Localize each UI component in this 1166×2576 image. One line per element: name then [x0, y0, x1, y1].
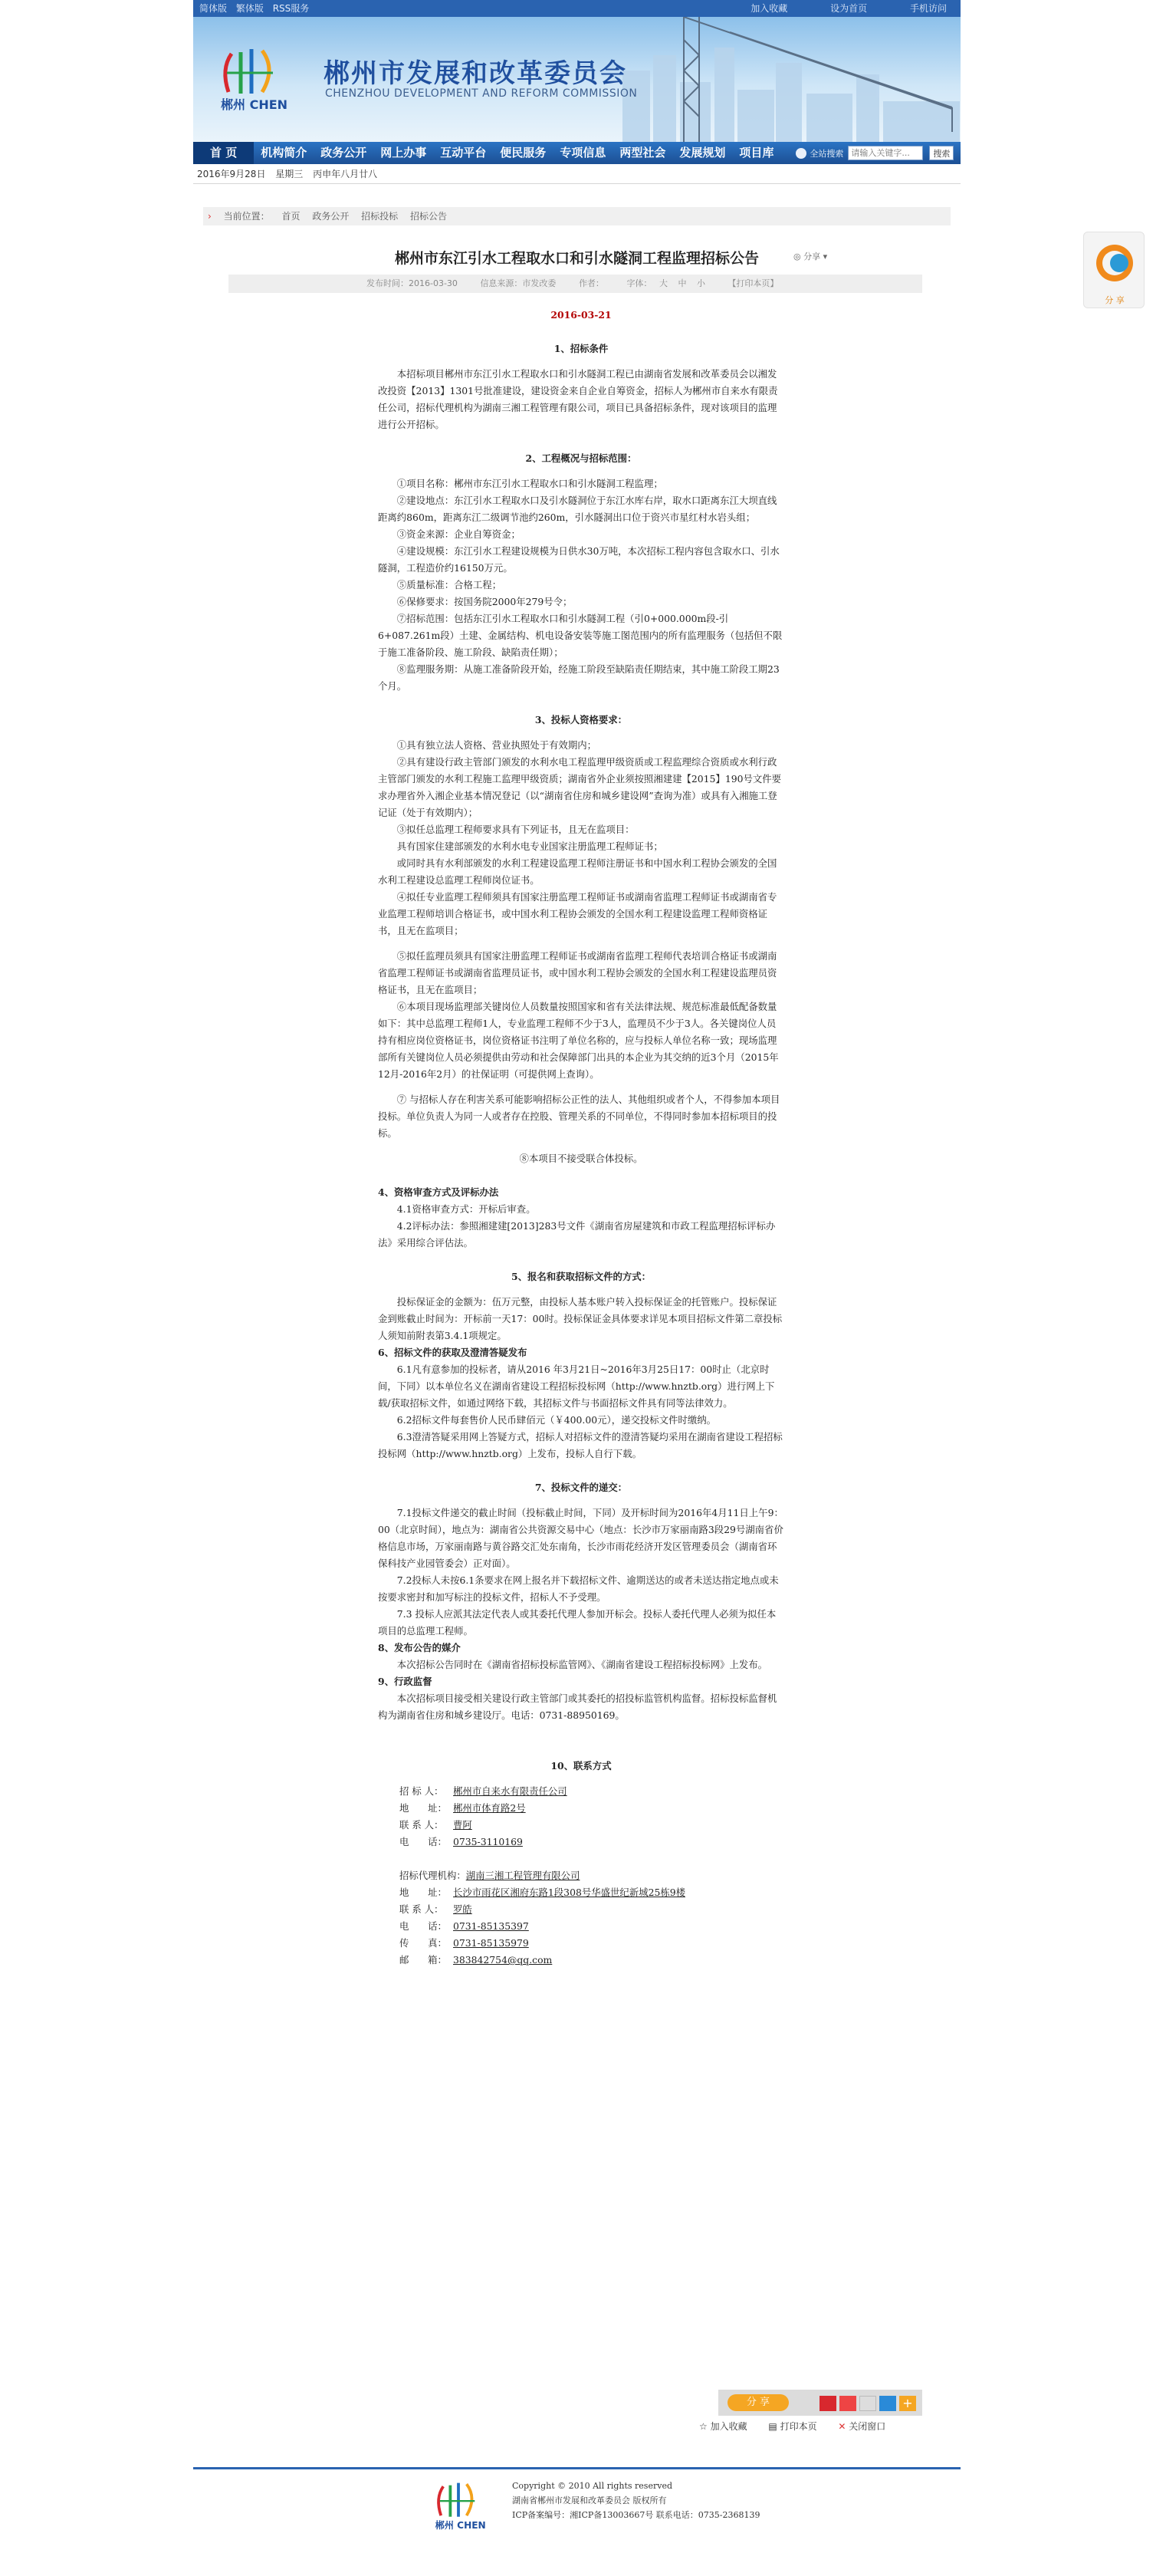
contact-row	[378, 1783, 784, 1800]
contact-row	[378, 1884, 784, 1901]
tool-label: 关闭窗口	[849, 2421, 886, 2432]
copyright-line: Copyright © 2010 All rights reserved	[512, 2481, 672, 2491]
contact-row	[378, 1800, 784, 1817]
share-button[interactable]	[793, 250, 827, 262]
contact-key: 联 系 人：	[399, 1819, 444, 1831]
close-icon: ✕	[838, 2421, 849, 2432]
contact-row	[378, 1918, 784, 1935]
qzone-share-icon[interactable]	[839, 2396, 856, 2411]
share-label: 分 享	[746, 2397, 770, 2408]
footer-logo-text: 郴州 CHEN	[435, 2519, 486, 2531]
section-heading: 9、行政监督	[378, 1676, 432, 1687]
paragraph: ④拟任专业监理工程师须具有国家注册监理工程师证书或湖南省监理工程师证书或湖南省专业监理工程师培训合格证书，或中国水利工程协会颁发的全国水利工程建设监理工程师资格证书，且无在监项目；	[378, 891, 777, 936]
contact-key: 邮 箱：	[399, 1954, 447, 1966]
paragraph: ⑤质量标准：合格工程；	[396, 579, 502, 591]
section-heading: 2、工程概况与招标范围：	[525, 452, 637, 464]
nav-government-affairs[interactable]: 政务公开	[320, 146, 367, 160]
main-nav	[193, 142, 961, 164]
set-homepage-link[interactable]: 设为首页	[830, 3, 868, 14]
nav-special-info[interactable]: 专项信息	[560, 146, 606, 160]
share-main-button[interactable]	[728, 2394, 789, 2411]
paragraph: 或同时具有水利部颁发的水利工程建设监理工程师注册证书和中国水利工程协会颁发的全国水利工程建设总监理工程师岗位证书。	[378, 857, 777, 886]
section-heading: 4、资格审查方式及评标办法	[378, 1186, 499, 1198]
publish-time: 发布时间：2016-03-30	[366, 278, 458, 288]
nav-home[interactable]: 首 页	[193, 142, 254, 164]
paragraph: 4.2评标办法：参照湘建建[2013]283号文件《湖南省房屋建筑和市政工程监理招标评标办法》采用综合评估法。	[378, 1220, 776, 1249]
breadcrumb	[203, 207, 951, 225]
current-weekday: 星期三	[275, 169, 304, 179]
paragraph: 6.2招标文件每套售价人民币肆佰元（￥400.00元），递交投标文件时缴纳。	[396, 1414, 716, 1426]
contact-row	[378, 1834, 784, 1851]
paragraph: 投标保证金的金额为：伍万元整，由投标人基本账户转入投标保证金的托管账户。投标保证金到账截止时间为：开标前一天17：00时。投标保证金具体要求详见本项目招标文件第二章投标人须知前附表第3.4.1项规定。	[378, 1296, 783, 1341]
top-bar	[193, 0, 961, 17]
article-meta	[228, 275, 922, 293]
paragraph: ②具有建设行政主管部门颁发的水利水电工程监理甲级资质或工程监理综合资质或水利行政主管部门颁发的水利工程施工监理甲级资质；湖南省外企业须按照湘建建【2015】190号文件要求办理省外入湘企业基本情况登记（以“湖南省住房和城乡建设网”查询为准）或具有入湘施工登记证（处于有效期内）；	[378, 756, 782, 818]
section-heading: 1、招标条件	[553, 343, 609, 354]
paragraph: 6.1凡有意参加的投标者，请从2016 年3月21日~2016年3月25日17：00时止（北京时间，下同）以本单位名义在湖南省建设工程招标投标网（http://www.hnztb.org）进行网上下载/获取招标文件，如通过网络下载，其招标文件与书面招标文件具有同等法律效力。	[378, 1364, 775, 1409]
breadcrumb-prefix: 当前位置：	[223, 211, 270, 222]
add-favorite-link[interactable]: 加入收藏	[751, 3, 788, 14]
location-icon: ›	[208, 211, 212, 222]
footer-divider	[193, 2467, 961, 2469]
add-favorite-tool[interactable]	[699, 2420, 747, 2433]
contact-key: 招标代理机构：	[399, 1870, 466, 1881]
section-heading: 3、投标人资格要求：	[534, 714, 628, 725]
nav-online-services[interactable]: 网上办事	[380, 146, 427, 160]
section-heading: 7、投标文件的递交：	[534, 1482, 628, 1493]
mobile-link[interactable]: 手机访问	[909, 3, 947, 14]
more-share-icon[interactable]: +	[899, 2396, 916, 2411]
paragraph: 7.1投标文件递交的截止时间（投标截止时间，下同）及开标时间为2016年4月11日上午9：00（北京时间），地点为：湖南省公共资源交易中心（地点：长沙市万家丽南路3段29号湖南省价格信息市场，万家丽南路与黄谷路交汇处东南角，长沙市雨花经济开发区管理委员会（湖南省环保科技产业园管委会）正对面）。	[378, 1507, 783, 1569]
site-logo-icon	[215, 38, 288, 115]
contact-row	[378, 1867, 784, 1884]
article-date: 2016-03-21	[550, 309, 612, 321]
tool-label: 加入收藏	[710, 2421, 747, 2432]
share-bar	[718, 2390, 922, 2416]
close-window-tool[interactable]	[838, 2420, 885, 2433]
paragraph: ⑦ 与招标人存在利害关系可能影响招标公正性的法人、其他组织或者个人，不得参加本项目投标。单位负责人为同一人或者存在控股、管理关系的不同单位，不得同时参加本招标项目的投标。	[378, 1094, 780, 1139]
paragraph: ④建设规模：东江引水工程建设规模为日供水30万吨，本次招标工程内容包含取水口、引水隧洞，工程造价约16150万元。	[378, 545, 780, 574]
contact-key: 联 系 人：	[399, 1903, 444, 1915]
simplified-link[interactable]: 简体版	[199, 3, 228, 14]
logo-text: 郴州 CHEN	[221, 97, 288, 112]
contact-key: 电 话：	[399, 1836, 447, 1847]
current-date: 2016年9月28日	[197, 169, 266, 179]
share-icon: ◎	[793, 252, 801, 262]
share-logo-icon	[1084, 235, 1145, 297]
paragraph: ⑧本项目不接受联合体投标。	[519, 1153, 643, 1164]
font-small-link[interactable]: 小	[696, 278, 705, 288]
contact-value: 郴州市自来水有限责任公司	[453, 1785, 567, 1797]
page-title: 郴州市东江引水工程取水口和引水隧洞工程监理招标公告	[394, 250, 759, 267]
paragraph: ③资金来源：企业自筹资金；	[396, 528, 521, 540]
weibo-share-icon[interactable]	[819, 2396, 836, 2411]
font-medium-link[interactable]: 中	[678, 278, 687, 288]
nav-public-services[interactable]: 便民服务	[500, 146, 547, 160]
lunar-date: 丙申年八月廿八	[313, 169, 378, 179]
paragraph: ⑧监理服务期：从施工准备阶段开始，经施工阶段至缺陷责任期结束，其中施工阶段工期23个月。	[378, 663, 780, 692]
contact-row	[378, 1952, 784, 1969]
contact-value: 0731-85135979	[453, 1937, 529, 1949]
nav-interaction[interactable]: 互动平台	[440, 146, 487, 160]
traditional-link[interactable]: 繁体版	[235, 3, 264, 14]
page-tools	[699, 2420, 904, 2433]
site-banner	[193, 17, 961, 142]
font-large-link[interactable]: 大	[659, 278, 668, 288]
search-icon	[796, 148, 806, 159]
paragraph: ②建设地点：东江引水工程取水口及引水隧洞位于东江水库右岸，取水口距离东江大坝直线距离约860m，距离东江二级调节池约260m，引水隧洞出口位于资兴市星红村水岩头组；	[378, 495, 777, 523]
contact-value: 0731-85135397	[453, 1920, 529, 1932]
print-tool[interactable]	[768, 2420, 816, 2433]
paragraph: 6.3澄清答疑采用网上答疑方式，招标人对招标文件的澄清答疑均采用在湖南省建设工程招标投标网（http://www.hnztb.org）上发布，投标人自行下载。	[378, 1431, 783, 1459]
rss-link[interactable]: RSS服务	[272, 3, 310, 14]
nav-development-planning[interactable]: 发展规划	[679, 146, 726, 160]
paragraph: ⑥本项目现场监理部关键岗位人员数量按照国家和省有关法律法规、规范标准最低配备数量如下：其中总监理工程师1人，专业监理工程师不少于3人，监理员不少于3人。各关键岗位人员持有相应岗位资格证书，岗位资格证书注明了单位名称的，应与投标人单位名称一致；现场监理部所有关键岗位人员必须提供由劳动和社会保障部门出具的本企业为其交纳的近3个月（2015年12月-2016年2月）的社保证明（可提供网上查询）。	[378, 1001, 779, 1080]
owner-line: 湖南省郴州市发展和改革委员会 版权所有	[512, 2495, 667, 2505]
info-source: 信息来源：市发改委	[480, 278, 557, 288]
site-name: 郴州市发展和改革委员会	[324, 58, 627, 89]
contact-key: 地 址：	[399, 1887, 447, 1898]
section-heading: 5、报名和获取招标文件的方式：	[511, 1271, 652, 1282]
paragraph: ①具有独立法人资格、营业执照处于有效期内；	[396, 739, 596, 751]
breadcrumb-home[interactable]: 首页	[281, 211, 301, 222]
paragraph: ⑤拟任监理员须具有国家注册监理工程师证书或湖南省监理工程师代表培训合格证书或湖南省监理工程师证书或湖南省监理员证书，或中国水利工程协会颁发的全国水利工程建设监理员资格证书，且无在监项目；	[378, 950, 777, 995]
footer-logo-icon	[425, 2475, 491, 2533]
paragraph: ⑥保修要求：按国务院2000年279号令；	[396, 596, 573, 607]
site-name-en: CHENZHOU DEVELOPMENT AND REFORM COMMISSION	[325, 87, 638, 100]
qq-share-icon[interactable]	[879, 2396, 896, 2411]
contact-value: 郴州市体育路2号	[453, 1802, 526, 1814]
contact-info	[378, 1783, 784, 1969]
contact-row	[378, 1901, 784, 1918]
contact-key: 传 真：	[399, 1937, 447, 1949]
renren-share-icon[interactable]	[859, 2396, 876, 2411]
contact-value: 383842754@qq.com	[453, 1954, 553, 1966]
favorite-icon: ☆	[699, 2421, 711, 2432]
contact-value: 0735-3110169	[453, 1836, 523, 1847]
nav-two-oriented-society[interactable]: 两型社会	[619, 146, 666, 160]
tool-label: 打印本页	[780, 2421, 817, 2432]
share-label: 分享	[803, 252, 821, 262]
paragraph: 4.1资格审查方式：开标后审查。	[396, 1203, 536, 1215]
floating-share-badge[interactable]	[1083, 232, 1145, 308]
author: 作者：	[578, 278, 604, 288]
contact-key: 招 标 人：	[399, 1785, 444, 1797]
print-link[interactable]: 【打印本页】	[728, 278, 779, 288]
paragraph: ③拟任总监理工程师要求具有下列证书，且无在监项目：	[396, 824, 635, 835]
font-size-label: 字体：	[626, 278, 652, 288]
icp-line: ICP备案编号：湘ICP备13003667号 联系电话：0735-2368139	[512, 2510, 760, 2520]
contact-row	[378, 1935, 784, 1952]
paragraph: 7.2投标人未按6.1条要求在网上报名并下载招标文件、逾期送达的或者未送达指定地点或未按要求密封和加写标注的投标文件，招标人不予受理。	[378, 1574, 779, 1603]
contact-key: 电 话：	[399, 1920, 447, 1932]
breadcrumb-bid-announcement[interactable]: 招标公告	[410, 211, 448, 222]
search-input[interactable]	[848, 146, 923, 160]
search-label: 全站搜索	[810, 148, 844, 159]
paragraph: 本次招标项目接受相关建设行政主管部门或其委托的招投标监管机构监督。招标投标监督机构为湖南省住房和城乡建设厅。电话：0731-88950169。	[378, 1693, 777, 1721]
paragraph: 本次招标公告同时在《湖南省招标投标监管网》、《湖南省建设工程招标投标网》上发布。	[396, 1659, 768, 1670]
breadcrumb-bidding[interactable]: 招标投标	[361, 211, 399, 222]
paragraph: 本招标项目郴州市东江引水工程取水口和引水隧洞工程已由湖南省发展和改革委员会以湘发改投资【2013】1301号批准建设，建设资金来自企业自筹资金，招标人为郴州市自来水有限责任公司，招标代理机构为湖南三湘工程管理有限公司，项目已具备招标条件，现对该项目的监理进行公开招标。	[378, 368, 778, 430]
section-heading: 8、发布公告的媒介	[378, 1642, 461, 1653]
paragraph: ⑦招标范围：包括东江引水工程取水口和引水隧洞工程（引0+000.000m段-引6+087.261m段）土建、金属结构、机电设备安装等施工图范围内的所有监理服务（包括但不限于施工准备阶段、施工阶段、缺陷责任期）；	[378, 613, 783, 658]
contact-value: 罗皓	[453, 1903, 472, 1915]
paragraph: 7.3 投标人应派其法定代表人或其委托代理人参加开标会。投标人委托代理人必须为拟任本项目的总监理工程师。	[378, 1608, 777, 1637]
section-heading: 10、联系方式	[550, 1760, 612, 1772]
side-share-label: 分 享	[1105, 295, 1125, 305]
contact-row	[378, 1817, 784, 1834]
paragraph: ①项目名称：郴州市东江引水工程取水口和引水隧洞工程监理；	[396, 478, 663, 489]
search-button[interactable]: 搜索	[929, 146, 954, 160]
nav-about[interactable]: 机构简介	[261, 146, 307, 160]
footer-text	[512, 2479, 760, 2522]
printer-icon: ▤	[768, 2421, 780, 2432]
contact-key: 地 址：	[399, 1802, 447, 1814]
paragraph: 具有国家住建部颁发的水利水电专业国家注册监理工程师证书；	[396, 841, 663, 852]
contact-value: 湖南三湘工程管理有限公司	[465, 1870, 580, 1881]
chevron-down-icon: ▾	[823, 252, 828, 262]
breadcrumb-government-affairs[interactable]: 政务公开	[312, 211, 350, 222]
contact-value: 长沙市雨花区湘府东路1段308号华盛世纪新城25栋9楼	[453, 1887, 685, 1898]
nav-project-library[interactable]: 项目库	[739, 146, 774, 160]
contact-value: 曹阿	[453, 1819, 472, 1831]
date-bar	[193, 164, 961, 184]
section-heading: 6、招标文件的获取及澄清答疑发布	[378, 1347, 527, 1358]
article-body	[378, 307, 784, 1969]
